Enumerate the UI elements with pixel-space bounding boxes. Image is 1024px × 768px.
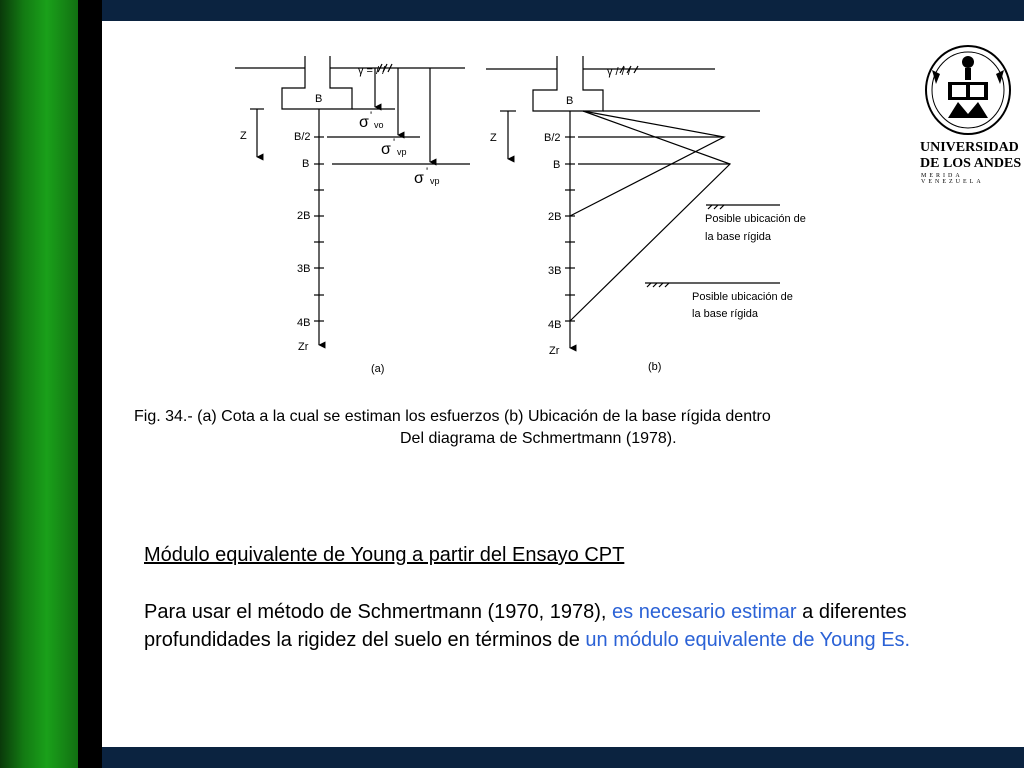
panel-a-label: (a) [371,363,385,375]
panel-a-gamma-label: γ = / / [358,65,386,77]
panel-a-depth-b2: B/2 [294,131,311,143]
panel-b-depth-2b: 2B [548,211,562,223]
panel-b-depth-b: B [553,159,561,171]
panel-a-depth-2b: 2B [297,210,311,222]
para-highlight-2: un módulo equivalente de Young Es. [585,629,911,651]
panel-a-depth-b: B [302,158,310,170]
para-part-1: Para usar el método de Schmertmann (1970, 1978), [144,601,613,623]
panel-b-z-label: Z [490,132,497,144]
panel-a [235,56,470,345]
logo-text-universidad: UNIVERSIDAD [920,140,1019,155]
caption-line-2: Del diagrama de Schmertmann (1978). [400,430,677,447]
panel-b-labels [490,66,806,373]
sigma-vo-symbol: σ [359,114,369,131]
figure-caption [134,406,934,450]
section-heading: Módulo equivalente de Young a partir del Ensayo CPT [144,544,625,566]
panel-a-depth-4b: 4B [297,317,311,329]
rigid-base-note-2b: la base rígida [692,308,759,320]
logo-text-merida: MERIDA VENEZUELA [921,173,984,185]
para-highlight-1: es necesario estimar [612,601,797,623]
panel-b-zr-label: Zr [549,345,560,357]
para-part-3: a diferentes profundidades la rigidez del suelo en términos de [144,601,907,651]
rigid-base-note-1b: la base rígida [705,231,772,243]
bottom-band [102,747,1024,768]
rigid-base-note-1a: Posible ubicación de [705,213,806,225]
panel-b-depth-b2: B/2 [544,132,561,144]
panel-b-label: (b) [648,361,662,373]
rigid-base-note-2a: Posible ubicación de [692,291,793,303]
sigma-vp2-sub: vp [430,176,440,186]
sigma-vp1-sub: vp [397,147,407,157]
body-paragraph [144,598,934,654]
panel-b-depth-4b: 4B [548,319,562,331]
panel-a-zr-label: Zr [298,341,309,353]
logo-text-de-los-andes: DE LOS ANDES [920,156,1022,171]
sigma-vp1-prime: ' [393,137,396,149]
panel-a-z-label: Z [240,130,247,142]
panel-a-labels [240,65,440,375]
panel-b-depth-3b: 3B [548,265,562,277]
sigma-vp2-prime: ' [426,166,429,178]
sigma-vo-prime: ' [370,110,373,122]
panel-a-footing-label: B [315,93,323,105]
sigma-vo-sub: vo [374,120,384,130]
sigma-vp2-symbol: σ [414,170,424,187]
caption-line-1: Fig. 34.- (a) Cota a la cual se estiman los esfuerzos (b) Ubicación de la base rígida dentro [134,408,771,425]
panel-b-footing-label: B [566,95,574,107]
sigma-vp1-symbol: σ [381,141,391,158]
panel-b-gamma-label: γ / / / [607,66,631,78]
panel-b [486,56,780,348]
panel-a-depth-3b: 3B [297,263,311,275]
